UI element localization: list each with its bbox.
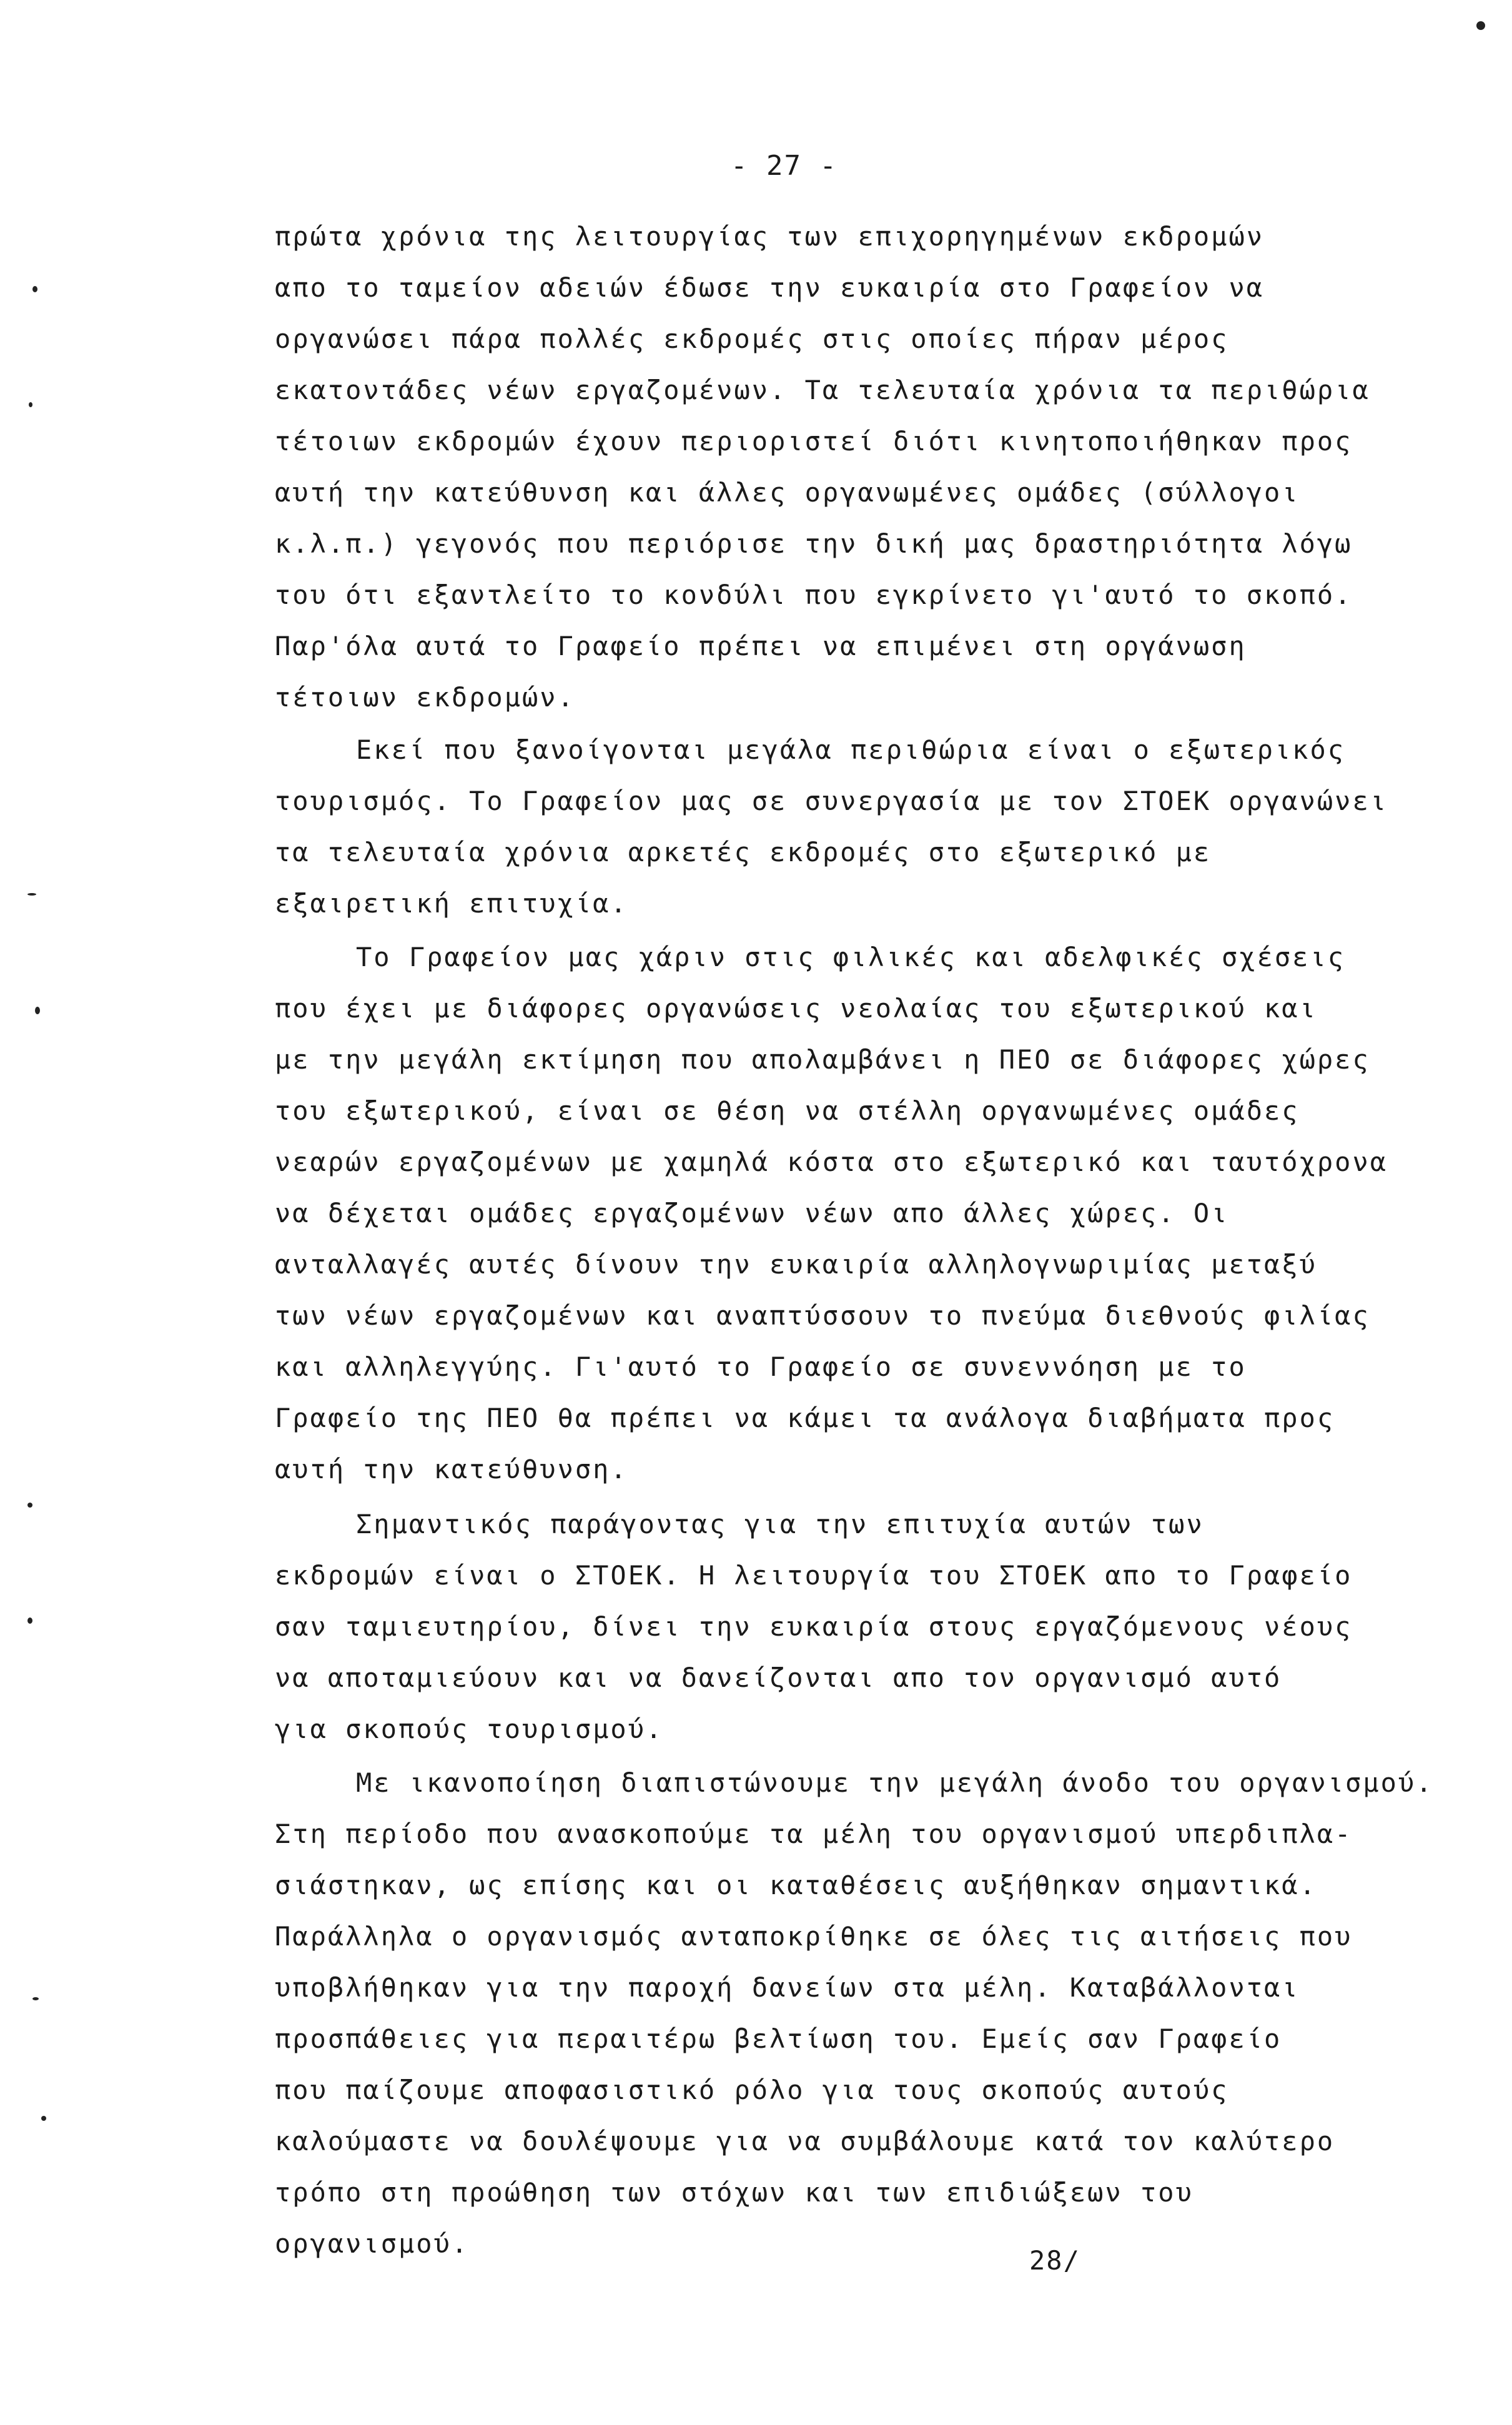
text-line: Στη περίοδο που ανασκοπούμε τα μέλη του οργανισμού υπερδιπλα- xyxy=(275,1819,1353,1849)
text-line: και αλληλεγγύης. Γι'αυτό το Γραφείο σε συνεννόηση με το xyxy=(275,1351,1247,1382)
text-line: εκατοντάδες νέων εργαζομένων. Τα τελευταία χρόνια τα περιθώρια xyxy=(275,375,1370,405)
text-line: αυτή την κατεύθυνση. xyxy=(275,1454,628,1484)
scan-speck xyxy=(27,1503,32,1508)
text-line: με την μεγάλη εκτίμηση που απολαμβάνει η ΠΕΟ σε διάφορες χώρες xyxy=(275,1044,1370,1075)
text-line: Με ικανοποίηση διαπιστώνουμε την μεγάλη άνοδο του οργανισμού. xyxy=(356,1767,1434,1798)
text-line: Παράλληλα ο οργανισμός ανταποκρίθηκε σε όλες τις αιτήσεις που xyxy=(275,1921,1353,1952)
text-line: των νέων εργαζομένων και αναπτύσσουν το πνεύμα διεθνούς φιλίας xyxy=(275,1300,1370,1331)
text-line: Εκεί που ξανοίγονται μεγάλα περιθώρια είναι ο εξωτερικός xyxy=(356,734,1346,765)
text-line: τουρισμός. Το Γραφείον μας σε συνεργασία με τον ΣΤΟΕΚ οργανώνει xyxy=(275,786,1388,816)
text-line: πρώτα χρόνια της λειτουργίας των επιχορηγημένων εκδρομών xyxy=(275,221,1265,252)
text-line: εξαιρετική επιτυχία. xyxy=(275,888,628,919)
text-line: Γραφείο της ΠΕΟ θα πρέπει να κάμει τα ανάλογα διαβήματα προς xyxy=(275,1403,1335,1433)
text-line: καλούμαστε να δουλέψουμε για να συμβάλουμε κατά τον καλύτερο xyxy=(275,2126,1335,2156)
scan-speck xyxy=(32,1997,39,2000)
page-number: - 27 - xyxy=(731,150,838,182)
text-line: αυτή την κατεύθυνση και άλλες οργανωμένες ομάδες (σύλλογοι xyxy=(275,477,1300,508)
text-line: Το Γραφείον μας χάριν στις φιλικές και αδελφικές σχέσεις xyxy=(356,942,1346,972)
text-line: Σημαντικός παράγοντας για την επιτυχία αυτών των xyxy=(356,1509,1204,1539)
text-line: νεαρών εργαζομένων με χαμηλά κόστα στο εξωτερικό και ταυτόχρονα xyxy=(275,1147,1388,1177)
text-line: κ.λ.π.) γεγονός που περιόρισε την δική μας δραστηριότητα λόγω xyxy=(275,528,1353,559)
scan-speck xyxy=(32,286,37,292)
text-line: προσπάθειες για περαιτέρω βελτίωση του. Εμείς σαν Γραφείο xyxy=(275,2023,1282,2054)
text-line: τα τελευταία χρόνια αρκετές εκδρομές στο εξωτερικό με xyxy=(275,837,1212,867)
scan-speck xyxy=(41,2116,46,2121)
text-line: οργανισμού. xyxy=(275,2228,470,2259)
scan-speck xyxy=(35,1007,40,1014)
text-line: υποβλήθηκαν για την παροχή δανείων στα μέλη. Καταβάλλονται xyxy=(275,1972,1300,2003)
scan-speck xyxy=(27,1617,32,1624)
text-line: τέτοιων εκδρομών. xyxy=(275,682,575,713)
scan-speck xyxy=(27,893,36,896)
scan-speck xyxy=(1476,21,1485,30)
text-line: τέτοιων εκδρομών έχουν περιοριστεί διότι κινητοποιήθηκαν προς xyxy=(275,426,1353,457)
scan-speck xyxy=(29,402,32,407)
text-line: οργανώσει πάρα πολλές εκδρομές στις οποίες πήραν μέρος xyxy=(275,323,1229,354)
text-line: απο το ταμείον αδειών έδωσε την ευκαιρία στο Γραφείον να xyxy=(275,272,1265,303)
text-line: τρόπο στη προώθηση των στόχων και των επιδιώξεων του xyxy=(275,2177,1193,2208)
text-line: που παίζουμε αποφασιστικό ρόλο για τους σκοπούς αυτούς xyxy=(275,2075,1229,2105)
text-line: ανταλλαγές αυτές δίνουν την ευκαιρία αλληλογνωριμίας μεταξύ xyxy=(275,1249,1317,1280)
text-line: του ότι εξαντλείτο το κονδύλι που εγκρίνετο γι'αυτό το σκοπό. xyxy=(275,580,1353,610)
text-line: του εξωτερικού, είναι σε θέση να στέλλη οργανωμένες ομάδες xyxy=(275,1095,1300,1126)
text-line: να αποταμιεύουν και να δανείζονται απο τον οργανισμό αυτό xyxy=(275,1662,1282,1693)
text-line: σαν ταμιευτηρίου, δίνει την ευκαιρία στους εργαζόμενους νέους xyxy=(275,1611,1353,1642)
continuation-page-ref: 28/ xyxy=(1029,2245,1080,2276)
text-line: για σκοπούς τουρισμού. xyxy=(275,1714,664,1744)
text-line: που έχει με διάφορες οργανώσεις νεολαίας του εξωτερικού και xyxy=(275,993,1317,1024)
text-line: Παρ'όλα αυτά το Γραφείο πρέπει να επιμένει στη οργάνωση xyxy=(275,631,1247,661)
text-line: να δέχεται ομάδες εργαζομένων νέων απο άλλες χώρες. Οι xyxy=(275,1198,1229,1228)
text-line: εκδρομών είναι ο ΣΤΟΕΚ. Η λειτουργία του ΣΤΟΕΚ απο το Γραφείο xyxy=(275,1560,1353,1591)
text-line: σιάστηκαν, ως επίσης και οι καταθέσεις αυξήθηκαν σημαντικά. xyxy=(275,1870,1317,1900)
